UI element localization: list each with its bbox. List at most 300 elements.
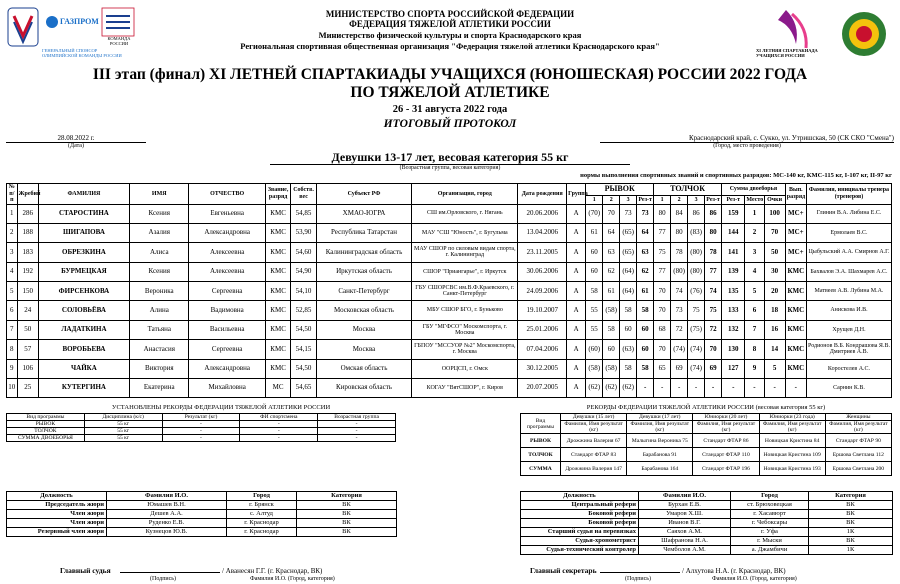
jury-cell: Юмашев В.Н. bbox=[107, 501, 227, 510]
athlete-bw: 53,90 bbox=[291, 223, 316, 242]
records-right-cell: Стандарт ФТАР 110 bbox=[693, 448, 759, 462]
records-right-cell: Барабанова 164 bbox=[627, 462, 693, 476]
athlete-org: МАУ СШОР по силовым видам спорта, г. Калининград bbox=[412, 243, 518, 262]
athlete-s2: (62) bbox=[603, 379, 620, 398]
records-left-row bbox=[7, 428, 396, 435]
athlete-total: - bbox=[722, 379, 745, 398]
athlete-org: МБУ СШОР БГО, г. Буньково bbox=[412, 301, 518, 320]
records-right-title: РЕКОРДЫ ФЕДЕРАЦИИ ТЯЖЕЛОЙ АТЛЕТИКИ РОССИИ (весовая категория 55 кг) bbox=[586, 404, 826, 411]
rec-program-header: Вид программы bbox=[521, 414, 561, 434]
team-russia-label: КОМАНДА РОССИИ bbox=[107, 36, 131, 46]
athlete-c2: 72 bbox=[671, 320, 688, 339]
athlete-no: 5 bbox=[7, 282, 18, 301]
records-left-cell: - bbox=[162, 428, 240, 435]
athlete-row bbox=[7, 379, 892, 398]
athlete-lot: 183 bbox=[17, 243, 38, 262]
athlete-c2: (80) bbox=[671, 262, 688, 281]
athlete-s2: 70 bbox=[603, 204, 620, 223]
athlete-lot: 57 bbox=[17, 340, 38, 359]
chief-judge-label: Главный судья bbox=[60, 566, 111, 575]
athlete-bw: 54,65 bbox=[291, 379, 316, 398]
athlete-c1: - bbox=[654, 379, 671, 398]
total-place: Место bbox=[746, 196, 764, 203]
athlete-patronymic: Васильевна bbox=[189, 320, 265, 339]
records-left-title: УСТАНОВЛЕНЫ РЕКОРДЫ ФЕДЕРАЦИИ ТЯЖЕЛОЙ АТЛЕТИКИ РОССИИ bbox=[111, 404, 331, 411]
athlete-c1: 70 bbox=[654, 340, 671, 359]
jury-row bbox=[521, 519, 893, 528]
chief-secretary-signature-line bbox=[600, 572, 680, 573]
records-left-table bbox=[6, 413, 396, 442]
jury-cell: г. Краснодар bbox=[227, 528, 297, 537]
jury-cell: Кузнецов Ю.В. bbox=[107, 528, 227, 537]
athlete-coach: Хрущев Д.Н. bbox=[806, 320, 891, 339]
athlete-surname: КУТЕРГИНА bbox=[38, 379, 129, 398]
athlete-org: ГБУ СШОРСВС им.В.Ф.Краевского, г. Санкт-Петербург bbox=[412, 282, 518, 301]
athlete-bw: 54,50 bbox=[291, 320, 316, 339]
jury-header: Должность bbox=[521, 492, 639, 501]
athlete-place: 3 bbox=[745, 243, 764, 262]
athlete-points: 16 bbox=[764, 320, 785, 339]
records-left-cell: - bbox=[240, 435, 318, 442]
snatch-attempt-3: 3 bbox=[620, 196, 637, 204]
total-points: Очки bbox=[764, 196, 785, 204]
athlete-birth: 30.06.2006 bbox=[518, 262, 567, 281]
athlete-subject: ХМАО-ЮГРА bbox=[316, 204, 411, 223]
athlete-s1: 60 bbox=[586, 243, 603, 262]
records-left-cell: 55 кг bbox=[84, 421, 162, 428]
athlete-s2: 62 bbox=[603, 262, 620, 281]
athlete-subject: Кировская область bbox=[316, 379, 411, 398]
athlete-s2: 60 bbox=[603, 340, 620, 359]
jury-header: Город bbox=[731, 492, 809, 501]
col-snatch: РЫВОК bbox=[586, 184, 654, 196]
athlete-surname: ОБРЕЗКИНА bbox=[38, 243, 129, 262]
records-left-cell: - bbox=[162, 421, 240, 428]
records-left-cell: - bbox=[162, 435, 240, 442]
athlete-name: Анастасия bbox=[130, 340, 189, 359]
records-right-cell: Малыгина Вероника 75 bbox=[627, 434, 693, 448]
athlete-org: КОГАУ "ВятСШОР", г. Киров bbox=[412, 379, 518, 398]
athlete-surname: ВОРОБЬЕВА bbox=[38, 340, 129, 359]
col-total: Сумма двоеборья bbox=[722, 184, 786, 196]
spartakiad-label: XI ЛЕТНЯЯ СПАРТАКИАДА УЧАЩИХСЯ РОССИИ bbox=[756, 48, 818, 58]
records-left-header: Дисциплина (к/с) bbox=[84, 414, 162, 421]
athlete-points: 18 bbox=[764, 301, 785, 320]
jury-cell: Дешев А.А. bbox=[107, 510, 227, 519]
athlete-s3: (64) bbox=[620, 262, 637, 281]
athlete-rank: КМС bbox=[265, 204, 290, 223]
jury-cell: Руденко Е.В. bbox=[107, 519, 227, 528]
athlete-patronymic: Евгеньевна bbox=[189, 204, 265, 223]
athlete-s1: 58 bbox=[586, 282, 603, 301]
jury-position: Старший судья на перевязках bbox=[521, 528, 639, 537]
athlete-cr: 75 bbox=[705, 301, 722, 320]
athlete-c3: (74) bbox=[688, 340, 705, 359]
athlete-s3: 73 bbox=[620, 204, 637, 223]
jury-position: Член жюри bbox=[7, 519, 107, 528]
jury-cell: ВК bbox=[297, 510, 397, 519]
athlete-c3: (80) bbox=[688, 262, 705, 281]
athlete-no: 6 bbox=[7, 301, 18, 320]
athlete-c1: 65 bbox=[654, 359, 671, 378]
athlete-lot: 150 bbox=[17, 282, 38, 301]
athlete-row bbox=[7, 301, 892, 320]
rec-sub-1: Фамилия, Имя результат (кг) bbox=[627, 421, 693, 434]
left-logos bbox=[6, 6, 156, 60]
athlete-bw: 54,85 bbox=[291, 204, 316, 223]
athlete-name: Алина bbox=[130, 301, 189, 320]
athlete-rank: МС bbox=[265, 379, 290, 398]
records-left-cell: - bbox=[240, 421, 318, 428]
athlete-place: 6 bbox=[745, 301, 764, 320]
athlete-row bbox=[7, 359, 892, 378]
athlete-cr: 77 bbox=[705, 262, 722, 281]
athlete-row bbox=[7, 262, 892, 281]
athlete-c1: 80 bbox=[654, 204, 671, 223]
athlete-bw: 52,85 bbox=[291, 301, 316, 320]
athlete-sr: 73 bbox=[637, 204, 654, 223]
cj-attempt-1: 1 bbox=[654, 196, 671, 204]
athlete-subject: Москва bbox=[316, 320, 411, 339]
jury-row bbox=[521, 537, 893, 546]
athlete-rd: МС+ bbox=[785, 243, 806, 262]
athlete-birth: 20.07.2005 bbox=[518, 379, 567, 398]
athlete-rank: КМС bbox=[265, 243, 290, 262]
athlete-s3: 58 bbox=[620, 301, 637, 320]
athlete-coach: Глинин В.А. Либина Е.С. bbox=[806, 204, 891, 223]
jury-cell: ВК bbox=[809, 519, 893, 528]
athlete-place: 7 bbox=[745, 320, 764, 339]
athlete-birth: 19.10.2007 bbox=[518, 301, 567, 320]
athlete-s1: (58) bbox=[586, 359, 603, 378]
jury-row bbox=[521, 528, 893, 537]
athlete-coach: Матвеев А.В. Лубина М.А. bbox=[806, 282, 891, 301]
athlete-group: А bbox=[567, 243, 586, 262]
col-group: Группа bbox=[567, 184, 586, 205]
athlete-s3: (62) bbox=[620, 379, 637, 398]
athlete-group: А bbox=[567, 301, 586, 320]
rec-age-1: Девушки (17 лет) bbox=[627, 414, 693, 421]
gazprom-label: ГАЗПРОМ bbox=[60, 17, 99, 26]
athlete-group: А bbox=[567, 340, 586, 359]
col-patronymic: ОТЧЕСТВО bbox=[189, 184, 265, 205]
jury-cell: ВК bbox=[809, 510, 893, 519]
col-lot: Жребий bbox=[17, 184, 38, 205]
rec-age-4: Женщины bbox=[825, 414, 891, 421]
athlete-s1: 60 bbox=[586, 262, 603, 281]
athlete-group: А bbox=[567, 320, 586, 339]
chief-judge-signature-line bbox=[120, 572, 220, 573]
regional-ministry-heading: Министерство физической культуры и спорта Краснодарского края bbox=[318, 30, 582, 40]
rec-age-2: Юниорки (20 лет) bbox=[693, 414, 759, 421]
athlete-s1: (60) bbox=[586, 340, 603, 359]
records-left-header: ФИ спортсмена bbox=[240, 414, 318, 421]
athlete-group: А bbox=[567, 204, 586, 223]
cj-attempt-3: 3 bbox=[688, 196, 705, 204]
athlete-points: 14 bbox=[764, 340, 785, 359]
athlete-place: 9 bbox=[745, 359, 764, 378]
jury-cell: ст. Брюховецкая bbox=[731, 501, 809, 510]
location-caption: (Город, место проведения) bbox=[713, 143, 781, 149]
athlete-cr: 72 bbox=[705, 320, 722, 339]
results-table bbox=[6, 183, 892, 398]
records-left-header: Результат (кг) bbox=[162, 414, 240, 421]
records-left-header: Возрастная группа bbox=[318, 414, 396, 421]
athlete-rd: МС+ bbox=[785, 223, 806, 242]
athlete-no: 1 bbox=[7, 204, 18, 223]
athlete-sr: 64 bbox=[637, 223, 654, 242]
athlete-surname: СТАРОСТИНА bbox=[38, 204, 129, 223]
athlete-bw: 54,15 bbox=[291, 340, 316, 359]
athlete-rd: КМС bbox=[785, 262, 806, 281]
athlete-c3: 75 bbox=[688, 301, 705, 320]
jury-row bbox=[7, 510, 397, 519]
jury-position: Центральный рефери bbox=[521, 501, 639, 510]
athlete-cr: 78 bbox=[705, 243, 722, 262]
athlete-org: ГБУ "МГФСО" Москомспорта, г. Москва bbox=[412, 320, 518, 339]
athlete-c3: (80) bbox=[688, 243, 705, 262]
athlete-rd: КМС bbox=[785, 340, 806, 359]
athlete-no: 2 bbox=[7, 223, 18, 242]
athlete-points: 5 bbox=[764, 359, 785, 378]
jury-row bbox=[7, 501, 397, 510]
athlete-place: 2 bbox=[745, 223, 764, 242]
jury-cell: Умаров Х.Ш. bbox=[639, 510, 731, 519]
right-logos bbox=[756, 4, 896, 64]
athlete-c2: 84 bbox=[671, 204, 688, 223]
athlete-rank: КМС bbox=[265, 301, 290, 320]
norms-text: нормы выполнения спортивных званий и спортивных разрядов: МС-140 кг, КМС-115 кг, I-107 кг, II-97 кг bbox=[580, 172, 892, 179]
athlete-rank: КМС bbox=[265, 223, 290, 242]
event-title-line2: ПО ТЯЖЕЛОЙ АТЛЕТИКЕ bbox=[350, 84, 550, 101]
total-result: Рез-т bbox=[722, 196, 745, 204]
athlete-row bbox=[7, 243, 892, 262]
athlete-sr: 58 bbox=[637, 359, 654, 378]
records-left-row bbox=[7, 421, 396, 428]
jury-row bbox=[521, 510, 893, 519]
athlete-c3: (74) bbox=[688, 359, 705, 378]
athlete-s1: 55 bbox=[586, 301, 603, 320]
athlete-row bbox=[7, 340, 892, 359]
records-right-cell: Ершова Светлана 112 bbox=[825, 448, 891, 462]
athlete-c1: 68 bbox=[654, 320, 671, 339]
records-right-row bbox=[521, 462, 892, 476]
rec-sub-4: Фамилия, Имя результат (кг) bbox=[825, 421, 891, 434]
athlete-cr: 74 bbox=[705, 282, 722, 301]
athlete-points: 20 bbox=[764, 282, 785, 301]
athlete-total: 144 bbox=[722, 223, 745, 242]
records-left-cell: 55 кг bbox=[84, 435, 162, 442]
protocol-date: 28.08.2022 г. bbox=[6, 134, 146, 143]
athlete-coach: Бахвалов Э.А. Шахмарев А.С. bbox=[806, 262, 891, 281]
athlete-surname: ЧАЙКА bbox=[38, 359, 129, 378]
jury-position: Судья-хронометрист bbox=[521, 537, 639, 546]
athlete-name: Ксения bbox=[130, 262, 189, 281]
athlete-points: 100 bbox=[764, 204, 785, 223]
jury-cell: Бурхан Е.В. bbox=[639, 501, 731, 510]
jury-row bbox=[7, 519, 397, 528]
athlete-name: Виктория bbox=[130, 359, 189, 378]
athlete-group: А bbox=[567, 262, 586, 281]
athlete-lot: 50 bbox=[17, 320, 38, 339]
date-caption: (Дата) bbox=[68, 143, 84, 149]
jury-cell: г. Хасавюрт bbox=[731, 510, 809, 519]
athlete-subject: Москва bbox=[316, 340, 411, 359]
athlete-total: 139 bbox=[722, 262, 745, 281]
records-right-cell: Новицкая Кристина 109 bbox=[759, 448, 825, 462]
records-right-cell: Ершова Светлана 200 bbox=[825, 462, 891, 476]
records-right-cell: Стандарт ФТАР 90 bbox=[825, 434, 891, 448]
athlete-surname: БУРМЕЦКАЯ bbox=[38, 262, 129, 281]
jury-cell: г. Мыски bbox=[731, 537, 809, 546]
athlete-sr: 58 bbox=[637, 301, 654, 320]
athlete-s2: 63 bbox=[603, 243, 620, 262]
athlete-s1: 55 bbox=[586, 320, 603, 339]
athlete-birth: 23.11.2005 bbox=[518, 243, 567, 262]
athlete-bw: 54,60 bbox=[291, 243, 316, 262]
athlete-birth: 25.01.2006 bbox=[518, 320, 567, 339]
athlete-s1: 61 bbox=[586, 223, 603, 242]
jury-cell: Иванов В.Г. bbox=[639, 519, 731, 528]
athlete-lot: 286 bbox=[17, 204, 38, 223]
col-cj: ТОЛЧОК bbox=[654, 184, 722, 196]
records-right-cell: Новицкая Кристина 193 bbox=[759, 462, 825, 476]
jury-position: Резервный член жюри bbox=[7, 528, 107, 537]
col-coaches: Фамилия, инициалы тренера (тренеров) bbox=[806, 184, 891, 205]
athlete-patronymic: Александровна bbox=[189, 223, 265, 242]
athlete-rd: КМС bbox=[785, 359, 806, 378]
athlete-row bbox=[7, 282, 892, 301]
records-right-cell: Стандарт ФТАР 196 bbox=[693, 462, 759, 476]
regional-federation-heading: Региональная спортивная общественная организация "Федерация тяжелой атлетики Краснодарского края" bbox=[240, 41, 660, 51]
athlete-c2: - bbox=[671, 379, 688, 398]
athlete-coach: Цыбульский А.А. Смирнов А.Г. bbox=[806, 243, 891, 262]
jury-position: Член жюри bbox=[7, 510, 107, 519]
rec-age-3: Юниорки (23 года) bbox=[759, 414, 825, 421]
athlete-patronymic: Алексеевна bbox=[189, 262, 265, 281]
chief-secretary-label: Главный секретарь bbox=[530, 566, 597, 575]
athlete-lot: 188 bbox=[17, 223, 38, 242]
athlete-coach: Анискова И.В. bbox=[806, 301, 891, 320]
athlete-sr: 61 bbox=[637, 282, 654, 301]
col-org: Организация, город bbox=[412, 184, 518, 205]
athlete-patronymic: Сергеевна bbox=[189, 340, 265, 359]
records-right-label: СУММА bbox=[521, 462, 561, 476]
athlete-total: 127 bbox=[722, 359, 745, 378]
col-rank: Звание, разряд bbox=[265, 184, 290, 205]
athlete-c2: (74) bbox=[671, 340, 688, 359]
jury-cell: Саяхов А.М. bbox=[639, 528, 731, 537]
athlete-s2: (58) bbox=[603, 359, 620, 378]
athlete-org: СШ им.Орловского, г. Нягань bbox=[412, 204, 518, 223]
records-left-cell: ТОЛЧОК bbox=[7, 428, 85, 435]
athlete-birth: 20.06.2006 bbox=[518, 204, 567, 223]
athlete-coach: Сарнин К.В. bbox=[806, 379, 891, 398]
jury-cell: ВК bbox=[297, 501, 397, 510]
protocol-title: ИТОГОВЫЙ ПРОТОКОЛ bbox=[383, 118, 517, 130]
jury-cell: 1К bbox=[809, 528, 893, 537]
athlete-s2: 58 bbox=[603, 320, 620, 339]
federation-heading: ФЕДЕРАЦИЯ ТЯЖЕЛОЙ АТЛЕТИКИ РОССИИ bbox=[349, 19, 551, 29]
snatch-attempt-1: 1 bbox=[586, 196, 603, 204]
athlete-cr: 86 bbox=[705, 204, 722, 223]
athlete-birth: 13.04.2006 bbox=[518, 223, 567, 242]
athlete-group: А bbox=[567, 359, 586, 378]
athlete-cr: 80 bbox=[705, 223, 722, 242]
athlete-c1: 77 bbox=[654, 262, 671, 281]
records-left-cell: - bbox=[318, 428, 396, 435]
athlete-s1: (62) bbox=[586, 379, 603, 398]
athlete-lot: 106 bbox=[17, 359, 38, 378]
records-right-row bbox=[521, 434, 892, 448]
athlete-c2: 74 bbox=[671, 282, 688, 301]
jury-row bbox=[521, 501, 893, 510]
snatch-result: Рез-т bbox=[638, 196, 652, 203]
athlete-rd: КМС bbox=[785, 282, 806, 301]
jury-left-table bbox=[6, 491, 397, 537]
athlete-lot: 24 bbox=[17, 301, 38, 320]
records-right-label: ТОЛЧОК bbox=[521, 448, 561, 462]
athlete-patronymic: Михайловна bbox=[189, 379, 265, 398]
athlete-points: 70 bbox=[764, 223, 785, 242]
records-left-cell: - bbox=[318, 435, 396, 442]
athlete-rank: КМС bbox=[265, 359, 290, 378]
athlete-lot: 192 bbox=[17, 262, 38, 281]
athlete-no: 9 bbox=[7, 359, 18, 378]
athlete-group: А bbox=[567, 282, 586, 301]
athlete-s3: (63) bbox=[620, 340, 637, 359]
athlete-s2: (58) bbox=[603, 301, 620, 320]
athlete-s1: (70) bbox=[586, 204, 603, 223]
athlete-subject: Республика Татарстан bbox=[316, 223, 411, 242]
jury-right-table bbox=[520, 491, 893, 555]
records-right-cell: Стандарт ФТАР 86 bbox=[693, 434, 759, 448]
athlete-subject: Санкт-Петербург bbox=[316, 282, 411, 301]
athlete-subject: Иркутская область bbox=[316, 262, 411, 281]
athlete-s3: (64) bbox=[620, 282, 637, 301]
weight-category: Девушки 13-17 лет, весовая категория 55 кг bbox=[270, 150, 630, 165]
athlete-birth: 24.09.2006 bbox=[518, 282, 567, 301]
athlete-lot: 25 bbox=[17, 379, 38, 398]
jury-cell: г. Уфа bbox=[731, 528, 809, 537]
athlete-sr: 60 bbox=[637, 320, 654, 339]
cj-attempt-2: 2 bbox=[671, 196, 688, 204]
athlete-c2: 73 bbox=[671, 301, 688, 320]
athlete-patronymic: Вадимовна bbox=[189, 301, 265, 320]
athlete-rd: - bbox=[785, 379, 806, 398]
sponsor-label: ГЕНЕРАЛЬНЫЙ СПОНСОР ОЛИМПИЙСКОЙ КОМАНДЫ РОССИИ bbox=[42, 48, 122, 58]
athlete-org: ГБПОУ "МССУОР №2" Москомспорта, г. Москва bbox=[412, 340, 518, 359]
athlete-rank: КМС bbox=[265, 340, 290, 359]
records-left-cell: РЫВОК bbox=[7, 421, 85, 428]
athlete-c1: 70 bbox=[654, 282, 671, 301]
athlete-c2: 80 bbox=[671, 223, 688, 242]
chief-judge-fio-caption: Фамилия И.О. (Город, категория) bbox=[250, 576, 335, 582]
athlete-s3: (65) bbox=[620, 243, 637, 262]
athlete-rank: КМС bbox=[265, 262, 290, 281]
athlete-rd: КМС bbox=[785, 320, 806, 339]
col-surname: ФАМИЛИЯ bbox=[38, 184, 129, 205]
jury-header: Город bbox=[227, 492, 297, 501]
athlete-surname: ШИГАПОВА bbox=[38, 223, 129, 242]
athlete-subject: Калининградская область bbox=[316, 243, 411, 262]
athlete-surname: СОЛОВЬЁВА bbox=[38, 301, 129, 320]
records-left-header: Вид программы bbox=[7, 414, 85, 421]
col-rank-done: Вып. разряд bbox=[785, 184, 806, 205]
records-right-label: РЫВОК bbox=[521, 434, 561, 448]
athlete-place: 5 bbox=[745, 282, 764, 301]
records-right-cell: Барабанова 91 bbox=[627, 448, 693, 462]
